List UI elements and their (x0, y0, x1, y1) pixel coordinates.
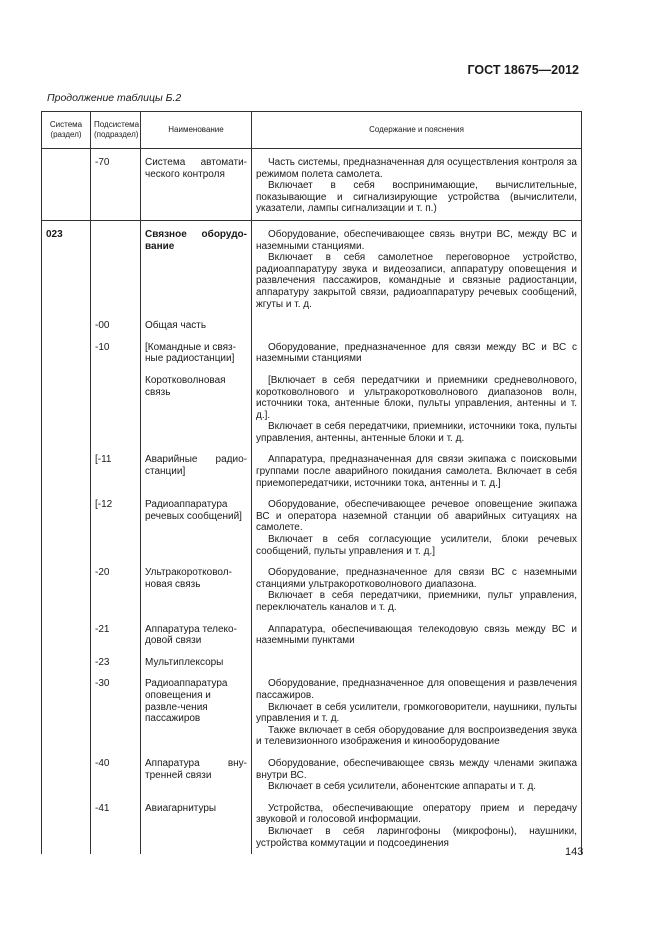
row-system (42, 562, 91, 618)
row-description (252, 315, 582, 337)
desc-paragraph: Включает в себя воспринимающие, вычислительные, показывающие и сигнализирующие устройства (вычислители, указатели, лампы сигнализации и т. п.) (256, 180, 577, 215)
row-subsystem: -20 (91, 562, 141, 618)
row-name: Радиоаппаратура оповещения и развле-чения пассажиров (141, 673, 252, 753)
row-subsystem (91, 370, 141, 450)
desc-paragraph: Включает в себя передатчики, приемники, источники тока, пульты управления, антенны, антенные блоки и т. д. (256, 421, 577, 444)
row-subsystem: -70 (91, 149, 141, 221)
row-name: Коротковолновая связь (141, 370, 252, 450)
table-header-row (42, 112, 582, 149)
row-subsystem: -30 (91, 673, 141, 753)
desc-paragraph: Устройства, обеспечивающие оператору прием и передачу звуковой и голосовой информации. (256, 802, 577, 826)
desc-paragraph: Оборудование, обеспечивающее связь внутри ВС, между ВС и наземными станциями. (256, 228, 577, 252)
row-description (252, 370, 582, 450)
table-row (42, 494, 582, 562)
desc-paragraph: Включает в себя усилители, абонентские аппараты и т. д. (268, 781, 537, 793)
row-system (42, 753, 91, 798)
row-description (252, 562, 582, 618)
row-subsystem: [-11 (91, 449, 141, 494)
desc-paragraph: Оборудование, предназначенное для связи между ВС и ВС с наземными станциями (256, 341, 577, 365)
row-name: Ультракоротковол-новая связь (141, 562, 252, 618)
equipment-table (41, 111, 582, 854)
row-description (252, 494, 582, 562)
desc-paragraph: Включает в себя усилители, громкоговорители, наушники, пульты управления и т. д. (256, 701, 577, 725)
table-row (42, 370, 582, 450)
row-system (42, 619, 91, 652)
desc-paragraph: Аппаратура, предназначенная для связи экипажа с поисковыми группами после аварийного покидания самолета. Включает в себя приемопередатчики, источники тока, антенны и т. д.] (256, 454, 577, 489)
desc-paragraph: Аппаратура, обеспечивающая телекодовую связь между ВС и наземными пунктами (256, 623, 577, 647)
row-system (42, 494, 91, 562)
row-description (252, 753, 582, 798)
row-system (42, 315, 91, 337)
row-name: Авиагарнитуры (141, 798, 252, 854)
row-name: Общая часть (141, 315, 252, 337)
row-name: Связное оборудо-вание (141, 220, 252, 315)
row-description (252, 619, 582, 652)
table-row (42, 337, 582, 370)
table-row (42, 449, 582, 494)
desc-paragraph: Включает в себя передатчики, приемники, пульт управления, переключатель каналов и т. д. (256, 590, 577, 613)
row-system (42, 370, 91, 450)
page-number: 143 (565, 846, 584, 858)
row-description (252, 449, 582, 494)
row-description (252, 798, 582, 854)
row-description (252, 673, 582, 753)
row-name: Аппаратура телеко-довой связи (141, 619, 252, 652)
row-system (42, 652, 91, 674)
row-name: Система автомати-ческого контроля (141, 149, 252, 221)
row-name: Мультиплексоры (141, 652, 252, 674)
row-subsystem (91, 220, 141, 315)
row-description (252, 652, 582, 674)
row-system (42, 337, 91, 370)
desc-paragraph: Оборудование, предназначенное для оповещения и развлечения пассажиров. (256, 678, 577, 701)
col-header-subsystem: Подсистема (подраздел) (91, 112, 141, 149)
row-name: Аппаратура вну-тренней связи (141, 753, 252, 798)
row-name: Радиоаппаратура речевых сообщений] (141, 494, 252, 562)
row-description (252, 149, 582, 221)
row-system (42, 673, 91, 753)
row-system: 023 (42, 220, 91, 315)
desc-paragraph: Оборудование, обеспечивающее связь между членами экипажа внутри ВС. (256, 757, 577, 781)
desc-paragraph: Оборудование, предназначенное для связи ВС с наземными станциями ультракоротковолнового диапазона. (256, 567, 577, 590)
desc-paragraph: Включает в себя ларингофоны (микрофоны), наушники, устройства коммутации и подсоединения (256, 825, 577, 849)
col-header-name: Наименование (141, 112, 252, 149)
row-subsystem: [-12 (91, 494, 141, 562)
table-row (42, 798, 582, 854)
row-description (252, 337, 582, 370)
row-subsystem: -10 (91, 337, 141, 370)
table-row (42, 652, 582, 674)
row-subsystem: -40 (91, 753, 141, 798)
col-header-system: Система (раздел) (42, 112, 91, 149)
row-subsystem: -21 (91, 619, 141, 652)
table-row (42, 220, 582, 315)
table-row (42, 562, 582, 618)
desc-paragraph: Часть системы, предназначенная для осуществления контроля за режимом полета самолета. (256, 157, 577, 180)
row-system (42, 449, 91, 494)
row-system (42, 149, 91, 221)
table-row (42, 753, 582, 798)
desc-paragraph: Также включает в себя оборудование для воспроизведения звука и телевизионного изображения и кинооборудование (256, 724, 577, 748)
col-header-content: Содержание и пояснения (252, 112, 582, 149)
desc-paragraph: Оборудование, обеспечивающее речевое оповещение экипажа ВС и оператора наземной станции об аварийных ситуациях на самолете. (256, 499, 577, 534)
table-caption: Продолжение таблицы Б.2 (47, 92, 182, 104)
desc-paragraph: Включает в себя согласующие усилители, блоки речевых сообщений, пульты управления и т. д.] (256, 534, 577, 557)
row-name: [Командные и связ-ные радиостанции] (141, 337, 252, 370)
standard-designation: ГОСТ 18675—2012 (467, 63, 579, 77)
table-row (42, 315, 582, 337)
table-row (42, 149, 582, 221)
desc-paragraph: Включает в себя самолетное переговорное устройство, радиоаппаратуру звука и видеозаписи, аппаратуру оповещения и развлечения пассажиров, командные и связные радиостанции, аппаратуру закрытой связи, радиоаппаратуру речевых сообщений, жгуты и т. д. (256, 252, 577, 310)
table-row (42, 619, 582, 652)
row-subsystem: -00 (91, 315, 141, 337)
row-name: Аварийные радио-станции] (141, 449, 252, 494)
row-subsystem: -41 (91, 798, 141, 854)
row-description (252, 220, 582, 315)
desc-paragraph: [Включает в себя передатчики и приемники средневолнового, коротковолнового и ультракоротковолнового диапазонов волн, источники тока, антенные блоки, пульты управления, антенны и т. д.]. (256, 374, 577, 421)
table-row (42, 673, 582, 753)
row-subsystem: -23 (91, 652, 141, 674)
row-system (42, 798, 91, 854)
